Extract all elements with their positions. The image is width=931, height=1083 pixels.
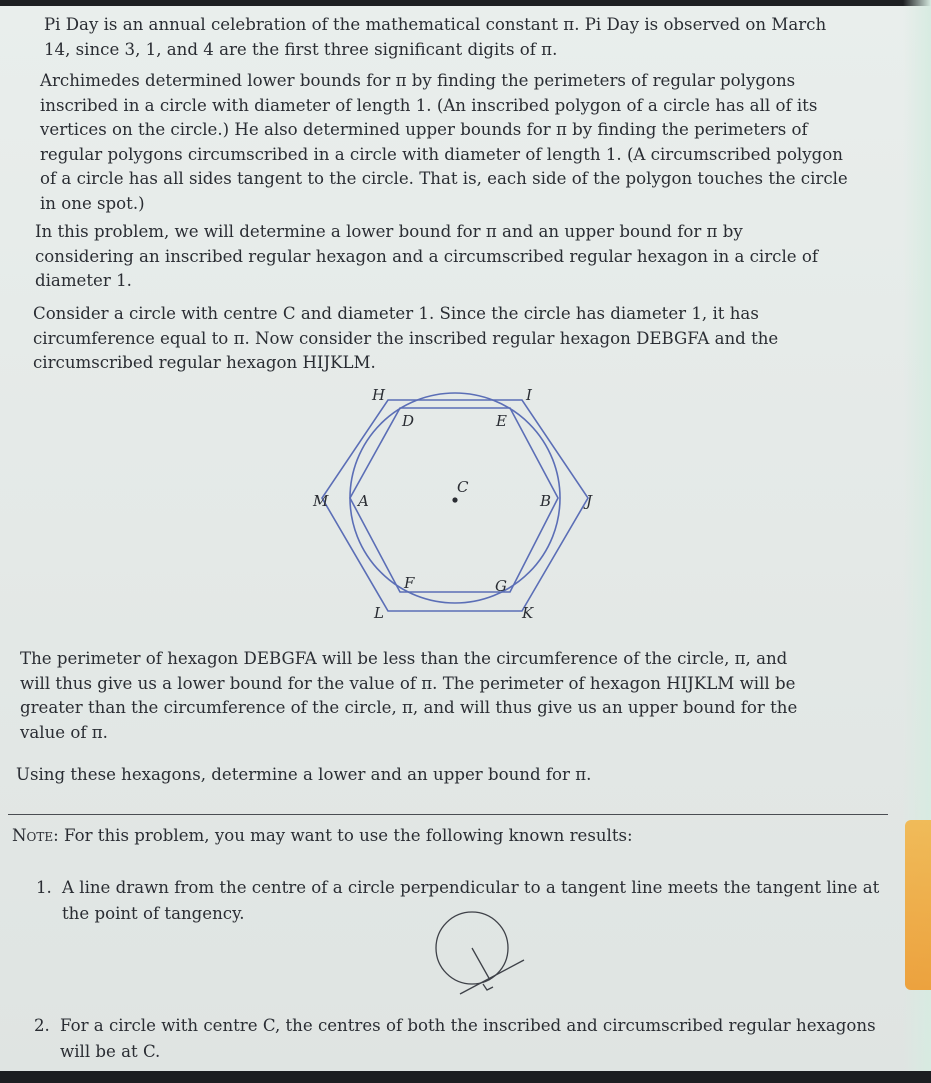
centre-point [452, 497, 457, 502]
label-L: L [374, 604, 384, 622]
label-A: A [358, 492, 369, 510]
tangent-diagram [420, 910, 540, 1000]
label-G: G [495, 577, 507, 595]
problem-statement: In this problem, we will determine a lower bound for π and an upper bound for π by considering an inscribed regular hexagon and a circumscribed regular hexagon in a circle of diameter 1. [35, 222, 818, 290]
orange-tab-decoration [905, 820, 931, 990]
label-K: K [522, 604, 534, 622]
known-result-2: 2. For a circle with centre C, the centres of both the inscribed and circumscribed regular hexagons will be at C. [34, 1013, 904, 1065]
top-border [0, 0, 931, 6]
bottom-border [0, 1071, 931, 1083]
known-result-1: 1. A line drawn from the centre of a circle perpendicular to a tangent line meets the tangent line at the point of tangency. [36, 875, 896, 927]
label-D: D [402, 412, 415, 430]
intro-paragraph-2: Archimedes determined lower bounds for π by finding the perimeters of regular polygons inscribed in a circle with diameter of length 1. (An inscribed polygon of a circle has all of its vertices on the circle.) He also determined upper bounds for π by finding the perimeters of regular polygons circumscribed in a circle with diameter of length 1. (A circumscribed polygon of a circle has all sides tangent to the circle. That is, each side of the polygon touches the circle in one spot.) [40, 71, 848, 213]
intro-paragraph-1: Pi Day is an annual celebration of the mathematical constant π. Pi Day is observed on March 14, since 3, 1, and 4 are the first three significant digits of π. [44, 15, 827, 59]
note-label: Note: [12, 826, 59, 845]
label-E: E [496, 412, 507, 430]
task-prompt: Using these hexagons, determine a lower and an upper bound for π. [16, 765, 592, 784]
note-heading [12, 824, 633, 848]
label-I: I [526, 386, 532, 404]
setup-paragraph: Consider a circle with centre C and diameter 1. Since the circle has diameter 1, it has circumference equal to π. Now consider the inscribed regular hexagon DEBGFA and the circumscribed regular hexagon HIJKLM. [33, 304, 779, 372]
section-divider [8, 814, 888, 815]
label-H: H [372, 386, 386, 404]
label-M: M [313, 492, 329, 510]
item-number: 1. [36, 878, 52, 897]
note-text: For this problem, you may want to use the following known results: [64, 826, 633, 845]
label-F: F [404, 574, 415, 592]
item-number: 2. [34, 1016, 50, 1035]
label-B: B [540, 492, 552, 510]
label-C: C [457, 478, 469, 496]
explanation-paragraph: The perimeter of hexagon DEBGFA will be less than the circumference of the circle, π, and will thus give us a lower bound for the value of π. The perimeter of hexagon HIJKLM will be greater than the circumference of the circle, π, and will thus give us an upper bound for the value of π. [20, 649, 798, 742]
label-J: J [586, 492, 593, 510]
hexagon-figure [300, 380, 620, 630]
